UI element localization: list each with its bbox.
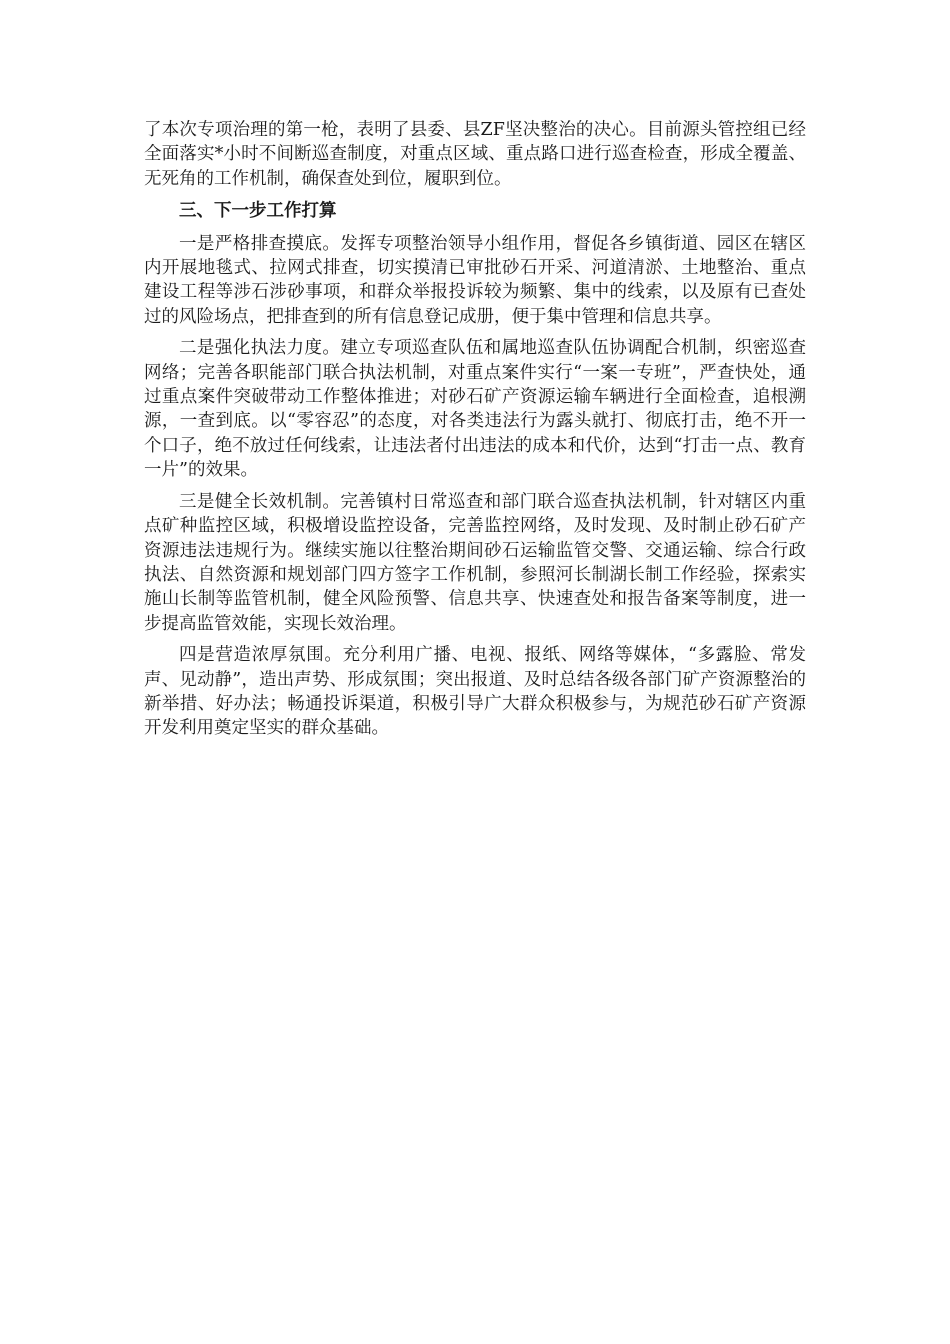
paragraph-strict-investigation: 一是严格排查摸底。发挥专项整治领导小组作用，督促各乡镇街道、园区在辖区内开展地毯式、拉网式排查，切实摸清已审批砂石开采、河道清淤、土地整治、重点建设工程等涉石涉砂事项，和群众举报投诉较为频繁、集中的线索，以及原有已查处过的风险场点，把排查到的所有信息登记成册，便于集中管理和信息共享。 [144, 233, 806, 327]
paragraph-long-term-mechanism: 三是健全长效机制。完善镇村日常巡查和部门联合巡查执法机制，针对辖区内重点矿种监控区域，积极增设监控设备，完善监控网络，及时发现、及时制止砂石矿产资源违法违规行为。继续实施以往整治期间砂石运输监管交警、交通运输、综合行政执法、自然资源和规划部门四方签字工作机制，参照河长制湖长制工作经验，探索实施山长制等监管机制，健全风险预警、信息共享、快速查处和报告备案等制度，进一步提高监管效能，实现长效治理。 [144, 491, 806, 634]
document-page [144, 118, 806, 741]
paragraph-atmosphere: 四是营造浓厚氛围。充分利用广播、电视、报纸、网络等媒体，“多露脸、常发声、见动静”，造出声势、形成氛围；突出报道、及时总结各级各部门矿产资源整治的新举措、好办法；畅通投诉渠道，积极引导广大群众积极参与，为规范砂石矿产资源开发利用奠定坚实的群众基础。 [144, 645, 806, 739]
section-heading: 三、下一步工作打算 [179, 201, 337, 222]
continued-paragraph: 了本次专项治理的第一枪，表明了县委、县ZF坚决整治的决心。目前源头管控组已经全面落实*小时不间断巡查制度，对重点区域、重点路口进行巡查检查，形成全覆盖、无死角的工作机制，确保查处到位，履职到位。 [144, 120, 806, 189]
paragraph-law-enforcement: 二是强化执法力度。建立专项巡查队伍和属地巡查队伍协调配合机制，织密巡查网络；完善各职能部门联合执法机制，对重点案件实行“一案一专班”，严查快处，通过重点案件突破带动工作整体推进；对砂石矿产资源运输车辆进行全面检查，追根溯源，一查到底。以“零容忍”的态度，对各类违法行为露头就打、彻底打击，绝不开一个口子，绝不放过任何线索，让违法者付出违法的成本和代价，达到“打击一点、教育一片”的效果。 [144, 338, 806, 481]
